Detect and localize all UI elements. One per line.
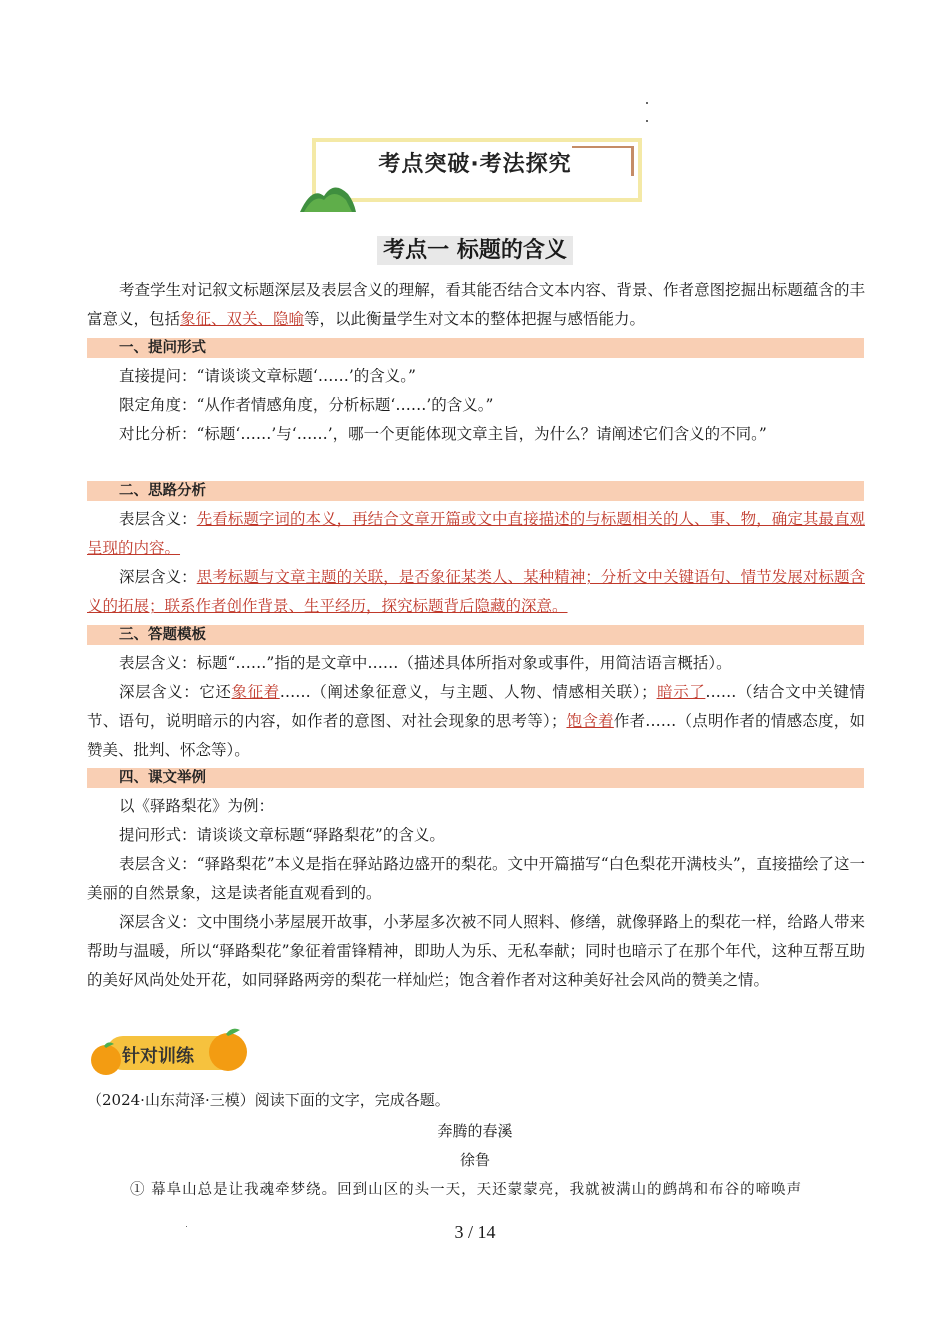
section-title [0, 233, 950, 264]
banner-decor-bar [631, 146, 634, 176]
template-text: 作者……（点明作者的情感态度，如赞美、批判、怀念等）。 [87, 712, 865, 759]
story-title: 奔腾的春溪 [437, 1122, 513, 1140]
question-form-line: 限定角度：“从作者情感角度，分析标题‘……’的含义。” [119, 396, 494, 414]
example-line: 以《驿路梨花》为例： [119, 797, 275, 815]
template-deep [87, 678, 865, 765]
intro-highlight: 象征、双关、隐喻 [180, 310, 305, 328]
scan-dot [646, 120, 648, 122]
section-banner [300, 132, 650, 214]
template-surface: 表层含义：标题“……”指的是文章中……（描述具体所指对象或事件，用简洁语言概括）。 [119, 654, 732, 672]
training-label: 针对训练 [122, 1046, 194, 1067]
template-text: ……（阐述象征意义，与主题、人物、情感相关联）； [279, 683, 657, 701]
training-badge [88, 1026, 258, 1078]
story-author: 徐鲁 [459, 1151, 490, 1169]
orange-icon [88, 1040, 124, 1076]
approach-deep [87, 563, 865, 621]
intro-paragraph [87, 276, 865, 334]
section-title-text: 考点一 标题的含义 [377, 236, 573, 265]
page-number: 3 / 14 [454, 1222, 496, 1242]
example-surface: 表层含义：“驿路梨花”本义是指在驿站路边盛开的梨花。文中开篇描写“白色梨花开满枝头”，直接描绘了这一美丽的自然景象，这是读者能直观看到的。 [87, 855, 865, 902]
exercise-source: （2024·山东菏泽·三模）阅读下面的文字，完成各题。 [87, 1091, 450, 1109]
heading-question-forms: 一、提问形式 [87, 338, 864, 358]
keyword-symbolize: 象征着 [231, 683, 280, 701]
approach-surface [87, 505, 865, 563]
surface-label: 表层含义： [119, 510, 197, 528]
deep-label: 深层含义： [119, 568, 197, 586]
heading-approach: 二、思路分析 [87, 481, 864, 501]
keyword-contain: 饱含着 [566, 712, 614, 730]
hills-icon [300, 178, 356, 214]
intro-text: 考查学生对记叙文标题深层及表层含义的理解，看其能否结合文本内容、背景、作者意图挖掘出标题蕴含的丰富意义，包括 [87, 281, 865, 328]
template-text: 深层含义：它还 [119, 683, 232, 701]
story-first-line: ① 幕阜山总是让我魂牵梦绕。回到山区的头一天，天还蒙蒙亮，我就被满山的鹧鸪和布谷的啼唤声 [130, 1182, 803, 1198]
question-form-line: 对比分析：“标题‘……’与‘……’，哪一个更能体现文章主旨，为什么？请阐述它们含义的不同。” [119, 425, 767, 443]
heading-template: 三、答题模板 [87, 625, 864, 645]
example-line: 提问形式：请谈谈文章标题“驿路梨花”的含义。 [119, 826, 445, 844]
template-text: ……（结合文中关键情节、语句，说明暗示的内容，如作者的意图、对社会现象的思考等）； [87, 683, 865, 730]
banner-title: 考点突破·考法探究 [378, 152, 572, 177]
intro-text-end: 等，以此衡量学生对文本的整体把握与感悟能力。 [304, 310, 646, 328]
banner-decor-line [572, 146, 634, 148]
scan-dot [646, 102, 648, 104]
keyword-imply: 暗示了 [656, 683, 706, 701]
example-deep: 深层含义：文中围绕小茅屋展开故事，小茅屋多次被不同人照料、修缮，就像驿路上的梨花一样，给路人带来帮助与温暖，所以“驿路梨花”象征着雷锋精神，即助人为乐、无私奉献；同时也暗示了在那个年代，这种互帮互助的美好风尚处处开花，如同驿路两旁的梨花一样灿烂；饱含着作者对这种美好社会风尚的赞美之情。 [87, 913, 865, 989]
heading-example: 四、课文举例 [87, 768, 864, 788]
deep-text: 思考标题与文章主题的关联，是否象征某类人、某种精神；分析文中关键语句、情节发展对标题含义的拓展；联系作者创作背景、生平经历，探究标题背后隐藏的深意。 [87, 568, 865, 615]
surface-text: 先看标题字词的本义，再结合文章开篇或文中直接描述的与标题相关的人、事、物，确定其最直观呈现的内容。 [87, 510, 865, 557]
orange-icon [206, 1026, 250, 1074]
question-form-line: 直接提问：“请谈谈文章标题‘……’的含义。” [119, 367, 416, 385]
